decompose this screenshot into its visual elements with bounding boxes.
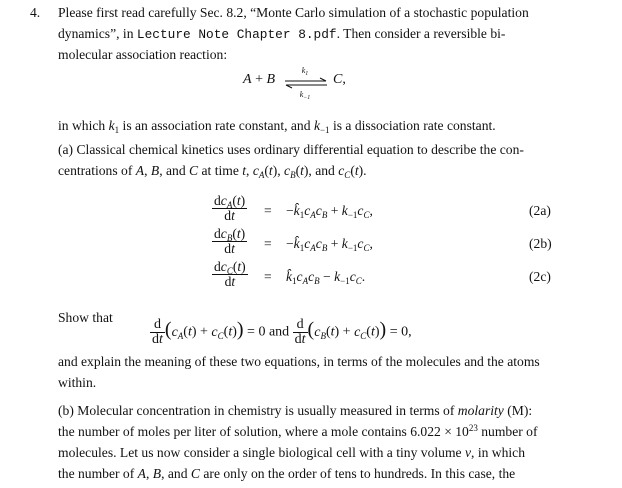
eq-2b-rhs: $-k̂_1c_Ac_B + k_{-1}c_C$, <box>286 236 373 253</box>
equilibrium-arrows-icon <box>284 77 328 89</box>
backward-rate-label: $k_{-1}$ <box>299 90 311 101</box>
eq-2b-tag: (2b) <box>529 236 552 251</box>
reaction-left: A + B <box>243 72 276 87</box>
part-a-line-1: (a) Classical chemical kinetics uses ordinary differential equation to describe the con- <box>58 142 524 157</box>
part-b-line-3: molecules. Let us now consider a single biological cell with a tiny volume v, in which <box>58 445 526 460</box>
intro-line-3: molecular association reaction: <box>58 47 228 62</box>
problem-number: 4. <box>30 5 41 20</box>
eq-2c-tag: (2c) <box>529 269 551 284</box>
show-that: Show that <box>58 310 113 325</box>
eq-2a-rhs: $-k̂_1c_Ac_B + k_{-1}c_C$, <box>286 203 373 220</box>
eq-2a-lhs: $\frac{dc_A(t)}{dt}$ <box>214 193 246 223</box>
explain-line-2: within. <box>58 375 97 390</box>
eq-2c-lhs: $\frac{dc_C(t)}{dt}$ <box>214 259 246 289</box>
molarity-term: molarity <box>457 403 504 418</box>
eq-2c-equals: = <box>264 269 272 284</box>
eq-2b-equals: = <box>264 236 272 251</box>
eq-2b-lhs: $\frac{dc_B(t)}{dt}$ <box>214 226 246 256</box>
forward-rate-label: $k_1$ <box>301 66 309 77</box>
explain-line-1: and explain the meaning of these two equations, in terms of the molecules and the atoms <box>58 354 540 369</box>
eq-2a-tag: (2a) <box>529 203 551 218</box>
intro-line-1: Please first read carefully Sec. 8.2, “Monte Carlo simulation of a stochastic population <box>58 5 529 20</box>
eq-2a-equals: = <box>264 203 272 218</box>
conservation-equation: $\frac{d}{dt}$ $(c_A(t) + c_C(t)) = 0$ and $\frac{d}{dt}$ $(c_B(t) + c_C(t)) = 0$, <box>152 317 412 347</box>
part-b-line-1: (b) Molecular concentration in chemistry is usually measured in terms of molarity (M): <box>58 403 533 418</box>
lecture-note-filename: Lecture Note Chapter 8.pdf <box>136 27 337 42</box>
part-b-line-4: the number of A, B, and C are only on the order of tens to hundreds. In this case, the <box>58 466 516 481</box>
reaction-right: C, <box>333 72 346 87</box>
rates-sentence: in which $k_1$ is an association rate constant, and $k_{-1}$ is a dissociation rate constant. <box>58 118 496 135</box>
eq-2c-rhs: $k̂_1c_Ac_B - k_{-1}c_C$. <box>286 269 366 286</box>
part-a-line-2: centrations of A, B, and C at time t, $c_A(t)$, $c_B(t)$, and $c_C(t)$. <box>58 163 367 180</box>
part-b-line-2: the number of moles per liter of solution, where a mole contains $6.022 \times 10^{23}$ number of <box>58 423 538 439</box>
intro-line-2: dynamics”, in Lecture Note Chapter 8.pdf. Then consider a reversible bi- <box>58 26 506 42</box>
